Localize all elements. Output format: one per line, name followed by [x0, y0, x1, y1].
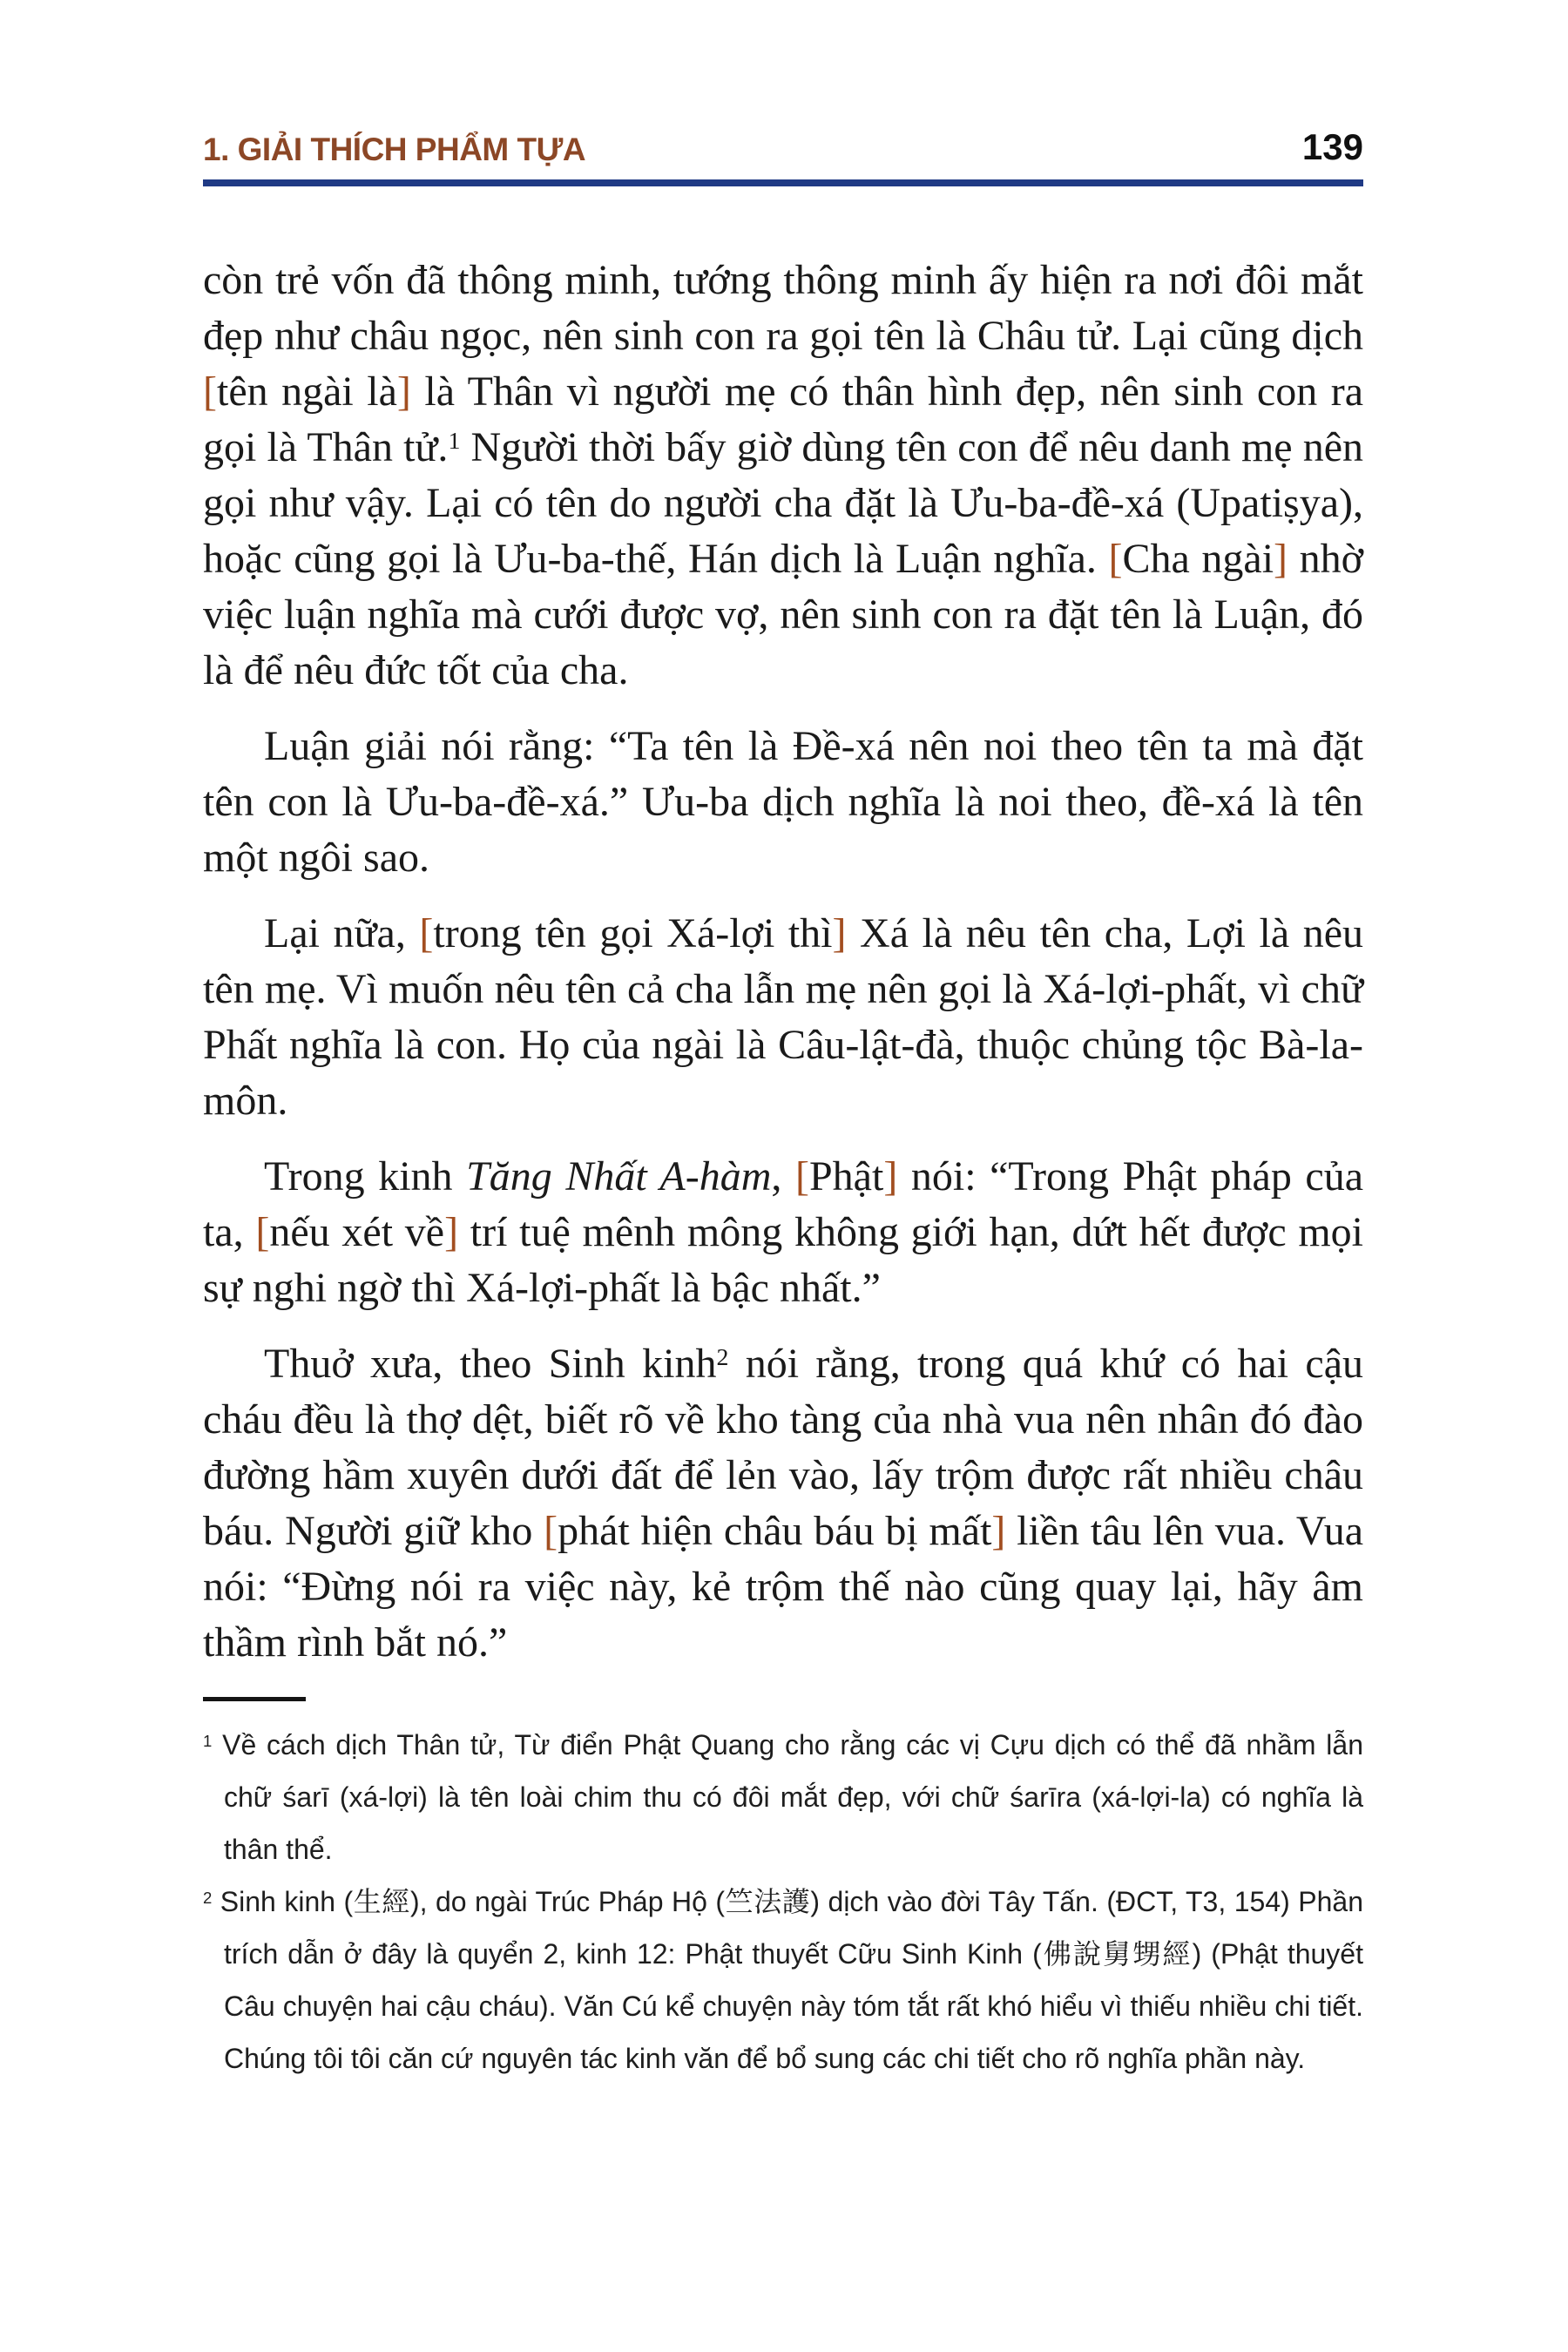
bracket-glyph: ] [991, 1508, 1006, 1554]
text-run: Sinh kinh (生經), do ngài Trúc Pháp Hộ (竺法護) dịch vào đời Tây Tấn. (ĐCT, T3, 154) Phần trích dẫn ở đây là quyển 2, kinh 12: Phật thuyết Cữu Sinh Kinh (佛說舅甥經) (Phật thuyết Câu chuyện hai cậu cháu). Văn Cú kể chuyện này tóm tắt rất khó hiểu vì thiếu nhiều chi tiết. Chúng tôi tôi căn cứ nguyên tác kinh văn để bổ sung các chi tiết cho rõ nghĩa phần này. [212, 1886, 1363, 2074]
body-text [203, 253, 1363, 1671]
text-run: nói: “Trong Phật pháp của ta, [203, 1153, 1364, 1255]
footnote-ref: 2 [203, 1888, 213, 1907]
footnote-separator [203, 1697, 306, 1701]
text-run: trí tuệ mênh mông không giới hạn, dứt hết được mọi sự nghi ngờ thì Xá-lợi-phất là bậc nhất.” [203, 1209, 1364, 1311]
text-run: tên ngài là [216, 368, 397, 415]
body-paragraph [203, 1336, 1363, 1671]
text-run: Luận giải nói rằng: “Ta tên là Đề-xá nên noi theo tên ta mà đặt tên con là Ưu-ba-đề-xá.” Ưu-ba dịch nghĩa là noi theo, đề-xá là tên một ngôi sao. [203, 723, 1363, 881]
bracket-glyph: ] [832, 910, 847, 956]
text-run: Lại nữa, [264, 910, 420, 956]
bracket-glyph: ] [444, 1209, 459, 1255]
body-paragraph [203, 253, 1363, 699]
text-run: Người thời bấy giờ dùng tên con để nêu danh mẹ nên gọi như vậy. Lại có tên do người cha đặt là Ưu-ba-đề-xá (Upatiṣya), hoặc cũng gọi là Ưu-ba-thế, Hán dịch là Luận nghĩa. [203, 424, 1364, 582]
text-run: nếu xét về [269, 1209, 445, 1255]
text-run: trong tên gọi Xá-lợi thì [433, 910, 833, 956]
footnotes [203, 1697, 1363, 2085]
section-title: 1. GIẢI THÍCH PHẨM TỰA [203, 132, 586, 167]
footnote-list [203, 1719, 1363, 2085]
page-number: 139 [1301, 126, 1363, 167]
text-run: nhờ việc luận nghĩa mà cưới được vợ, nên sinh con ra đặt tên là Luận, đó là để nêu đức tốt của cha. [203, 536, 1364, 693]
text-run: là Thân vì người mẹ có thân hình đẹp, nên sinh con ra gọi là Thân tử. [203, 368, 1363, 470]
text-run: Thuở xưa, theo Sinh kinh [264, 1341, 717, 1387]
header-rule [203, 179, 1363, 186]
bracket-glyph: [ [419, 910, 434, 956]
text-run: Trong kinh [264, 1153, 467, 1200]
body-paragraph [203, 906, 1363, 1129]
bracket-glyph: ] [396, 368, 411, 415]
bracket-glyph: ] [883, 1153, 898, 1200]
text-run: Về cách dịch Thân tử, Từ điển Phật Quang cho rằng các vị Cựu dịch có thể đã nhầm lẫn chữ śarī (xá-lợi) là tên loài chim thu có đôi mắt đẹp, với chữ śarīra (xá-lợi-la) có nghĩa là thân thể. [212, 1729, 1363, 1865]
text-run: còn trẻ vốn đã thông minh, tướng thông minh ấy hiện ra nơi đôi mắt đẹp như châu ngọc, nên sinh con ra gọi tên là Châu tử. Lại cũng dịch [203, 257, 1363, 359]
footnote-item [203, 1719, 1363, 1876]
page-header [203, 126, 1363, 186]
bracket-glyph: [ [544, 1508, 558, 1554]
body-paragraph [203, 719, 1363, 886]
text-run: , [771, 1153, 795, 1200]
text-run: phát hiện châu báu bị mất [558, 1508, 992, 1554]
bracket-glyph: [ [203, 368, 217, 415]
text-run: liền tâu lên vua. Vua nói: “Đừng nói ra việc này, kẻ trộm thế nào cũng quay lại, hãy âm thầm rình bắt nó.” [203, 1508, 1363, 1666]
footnote-ref: 1 [448, 428, 461, 456]
bracket-glyph: ] [1274, 536, 1288, 582]
bracket-glyph: [ [794, 1153, 809, 1200]
header-row [203, 126, 1363, 167]
text-run: Cha ngài [1122, 536, 1274, 582]
footnote-ref: 2 [716, 1344, 729, 1372]
footnote-item [203, 1876, 1363, 2085]
bracket-glyph: [ [255, 1209, 270, 1255]
text-run: nói rằng, trong quá khứ có hai cậu cháu đều là thợ dệt, biết rõ về kho tàng của nhà vua nên nhân đó đào đường hầm xuyên dưới đất để lẻn vào, lấy trộm được rất nhiều châu báu. Người giữ kho [203, 1341, 1363, 1554]
body-paragraph [203, 1149, 1363, 1316]
bracket-glyph: [ [1108, 536, 1123, 582]
text-run: Phật [808, 1153, 884, 1200]
footnote-ref: 1 [203, 1731, 213, 1750]
book-title-italic: Tăng Nhất A-hàm [466, 1153, 772, 1200]
text-run: Xá là nêu tên cha, Lợi là nêu tên mẹ. Vì muốn nêu tên cả cha lẫn mẹ nên gọi là Xá-lợi-phất, vì chữ Phất nghĩa là con. Họ của ngài là Câu-lật-đà, thuộc chủng tộc Bà-la-môn. [203, 910, 1363, 1124]
